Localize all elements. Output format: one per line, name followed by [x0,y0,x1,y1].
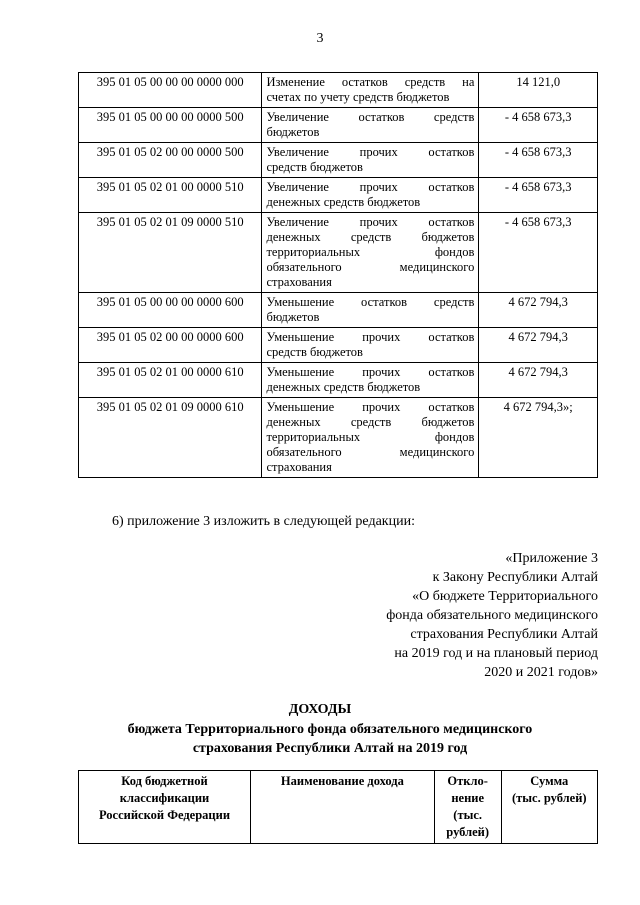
item-name-cell [262,293,479,328]
income-table-header [78,770,598,844]
item-name-cell [262,178,479,213]
sources-table [78,72,598,478]
budget-code-cell: 395 01 05 00 00 00 0000 000 [79,73,262,108]
header-sum-line: (тыс. рублей) [511,791,587,805]
item-name-line: средств бюджетов [266,160,363,174]
budget-code-cell: 395 01 05 02 01 00 0000 510 [79,178,262,213]
annex-line: страхования Республики Алтай [410,627,598,642]
item-name-line: бюджетов [266,310,320,324]
item-name-line: страхования [266,460,332,474]
table-row [79,363,598,398]
amount-cell: 4 672 794,3 [479,363,598,398]
table-row [79,398,598,478]
amount-cell: 4 672 794,3 [479,328,598,363]
item-name-line: территориальных фондов [266,245,475,259]
header-deviation-line: нение [451,791,485,805]
item-name-line: денежных средств бюджетов [266,195,421,209]
item-name-line: обязательного медицинского [266,260,475,274]
amount-cell: - 4 658 673,3 [479,108,598,143]
budget-code-cell: 395 01 05 00 00 00 0000 600 [79,293,262,328]
item-name-line: Уменьшение прочих остатков [266,365,475,379]
header-sum [501,771,597,844]
item-name-line: Увеличение прочих остатков [266,180,475,194]
item-name-line: Изменение остатков средств на [266,75,475,89]
amount-cell: - 4 658 673,3 [479,143,598,178]
header-code [79,771,251,844]
item-name-line: денежных средств бюджетов [266,415,475,429]
page-number: 3 [316,31,324,46]
annex-reference [386,549,598,682]
amount-cell: 4 672 794,3»; [479,398,598,478]
item-name-line: обязательного медицинского [266,445,475,459]
header-deviation-line: Откло- [447,774,488,788]
budget-code-cell: 395 01 05 02 01 09 0000 610 [79,398,262,478]
budget-code-cell: 395 01 05 02 00 00 0000 600 [79,328,262,363]
item-name-cell [262,213,479,293]
header-name [251,771,435,844]
header-name-line: Наименование дохода [280,774,404,788]
item-name-line: Увеличение прочих остатков [266,215,475,229]
item-name-cell [262,363,479,398]
subtitle-line: страхования Республики Алтай на 2019 год [192,741,468,756]
annex-line: фонда обязательного медицинского [386,608,598,623]
item-name-line: средств бюджетов [266,345,363,359]
budget-code-cell: 395 01 05 02 01 00 0000 610 [79,363,262,398]
annex-line: на 2019 год и на плановый период [394,646,598,661]
table-row [79,143,598,178]
item-name-line: денежных средств бюджетов [266,230,475,244]
section-subtitle [60,720,600,758]
table-row [79,328,598,363]
budget-code-cell: 395 01 05 02 01 09 0000 510 [79,213,262,293]
header-code-line: классификации [119,791,210,805]
header-sum-line: Сумма [530,774,569,788]
item-name-line: бюджетов [266,125,320,139]
item-name-line: Увеличение прочих остатков [266,145,475,159]
annex-line: «Приложение 3 [505,551,598,566]
header-deviation-line: рублей) [446,825,490,839]
annex-line: к Закону Республики Алтай [432,570,598,585]
amount-cell: - 4 658 673,3 [479,178,598,213]
item-name-line: денежных средств бюджетов [266,380,421,394]
item-name-cell [262,398,479,478]
item-name-line: счетах по учету средств бюджетов [266,90,450,104]
amendment-paragraph: 6) приложение 3 изложить в следующей редакции: [112,514,415,529]
amount-cell: 14 121,0 [479,73,598,108]
annex-line: 2020 и 2021 годов» [484,665,598,680]
item-name-cell [262,328,479,363]
header-code-line: Российской Федерации [98,808,231,822]
item-name-cell [262,108,479,143]
table-row [79,73,598,108]
item-name-cell [262,143,479,178]
header-deviation [434,771,501,844]
amount-cell: 4 672 794,3 [479,293,598,328]
amount-cell: - 4 658 673,3 [479,213,598,293]
header-code-line: Код бюджетной [121,774,208,788]
subtitle-line: бюджета Территориального фонда обязательного медицинского [127,722,533,737]
item-name-line: Увеличение остатков средств [266,110,475,124]
header-deviation-line: (тыс. [453,808,483,822]
table-row [79,213,598,293]
item-name-line: территориальных фондов [266,430,475,444]
item-name-cell [262,73,479,108]
item-name-line: Уменьшение прочих остатков [266,330,475,344]
item-name-line: страхования [266,275,332,289]
table-row [79,108,598,143]
item-name-line: Уменьшение остатков средств [266,295,475,309]
table-row [79,293,598,328]
table-row [79,178,598,213]
item-name-line: Уменьшение прочих остатков [266,400,475,414]
annex-line: «О бюджете Территориального [412,589,598,604]
budget-code-cell: 395 01 05 00 00 00 0000 500 [79,108,262,143]
section-title: ДОХОДЫ [288,702,352,717]
budget-code-cell: 395 01 05 02 00 00 0000 500 [79,143,262,178]
